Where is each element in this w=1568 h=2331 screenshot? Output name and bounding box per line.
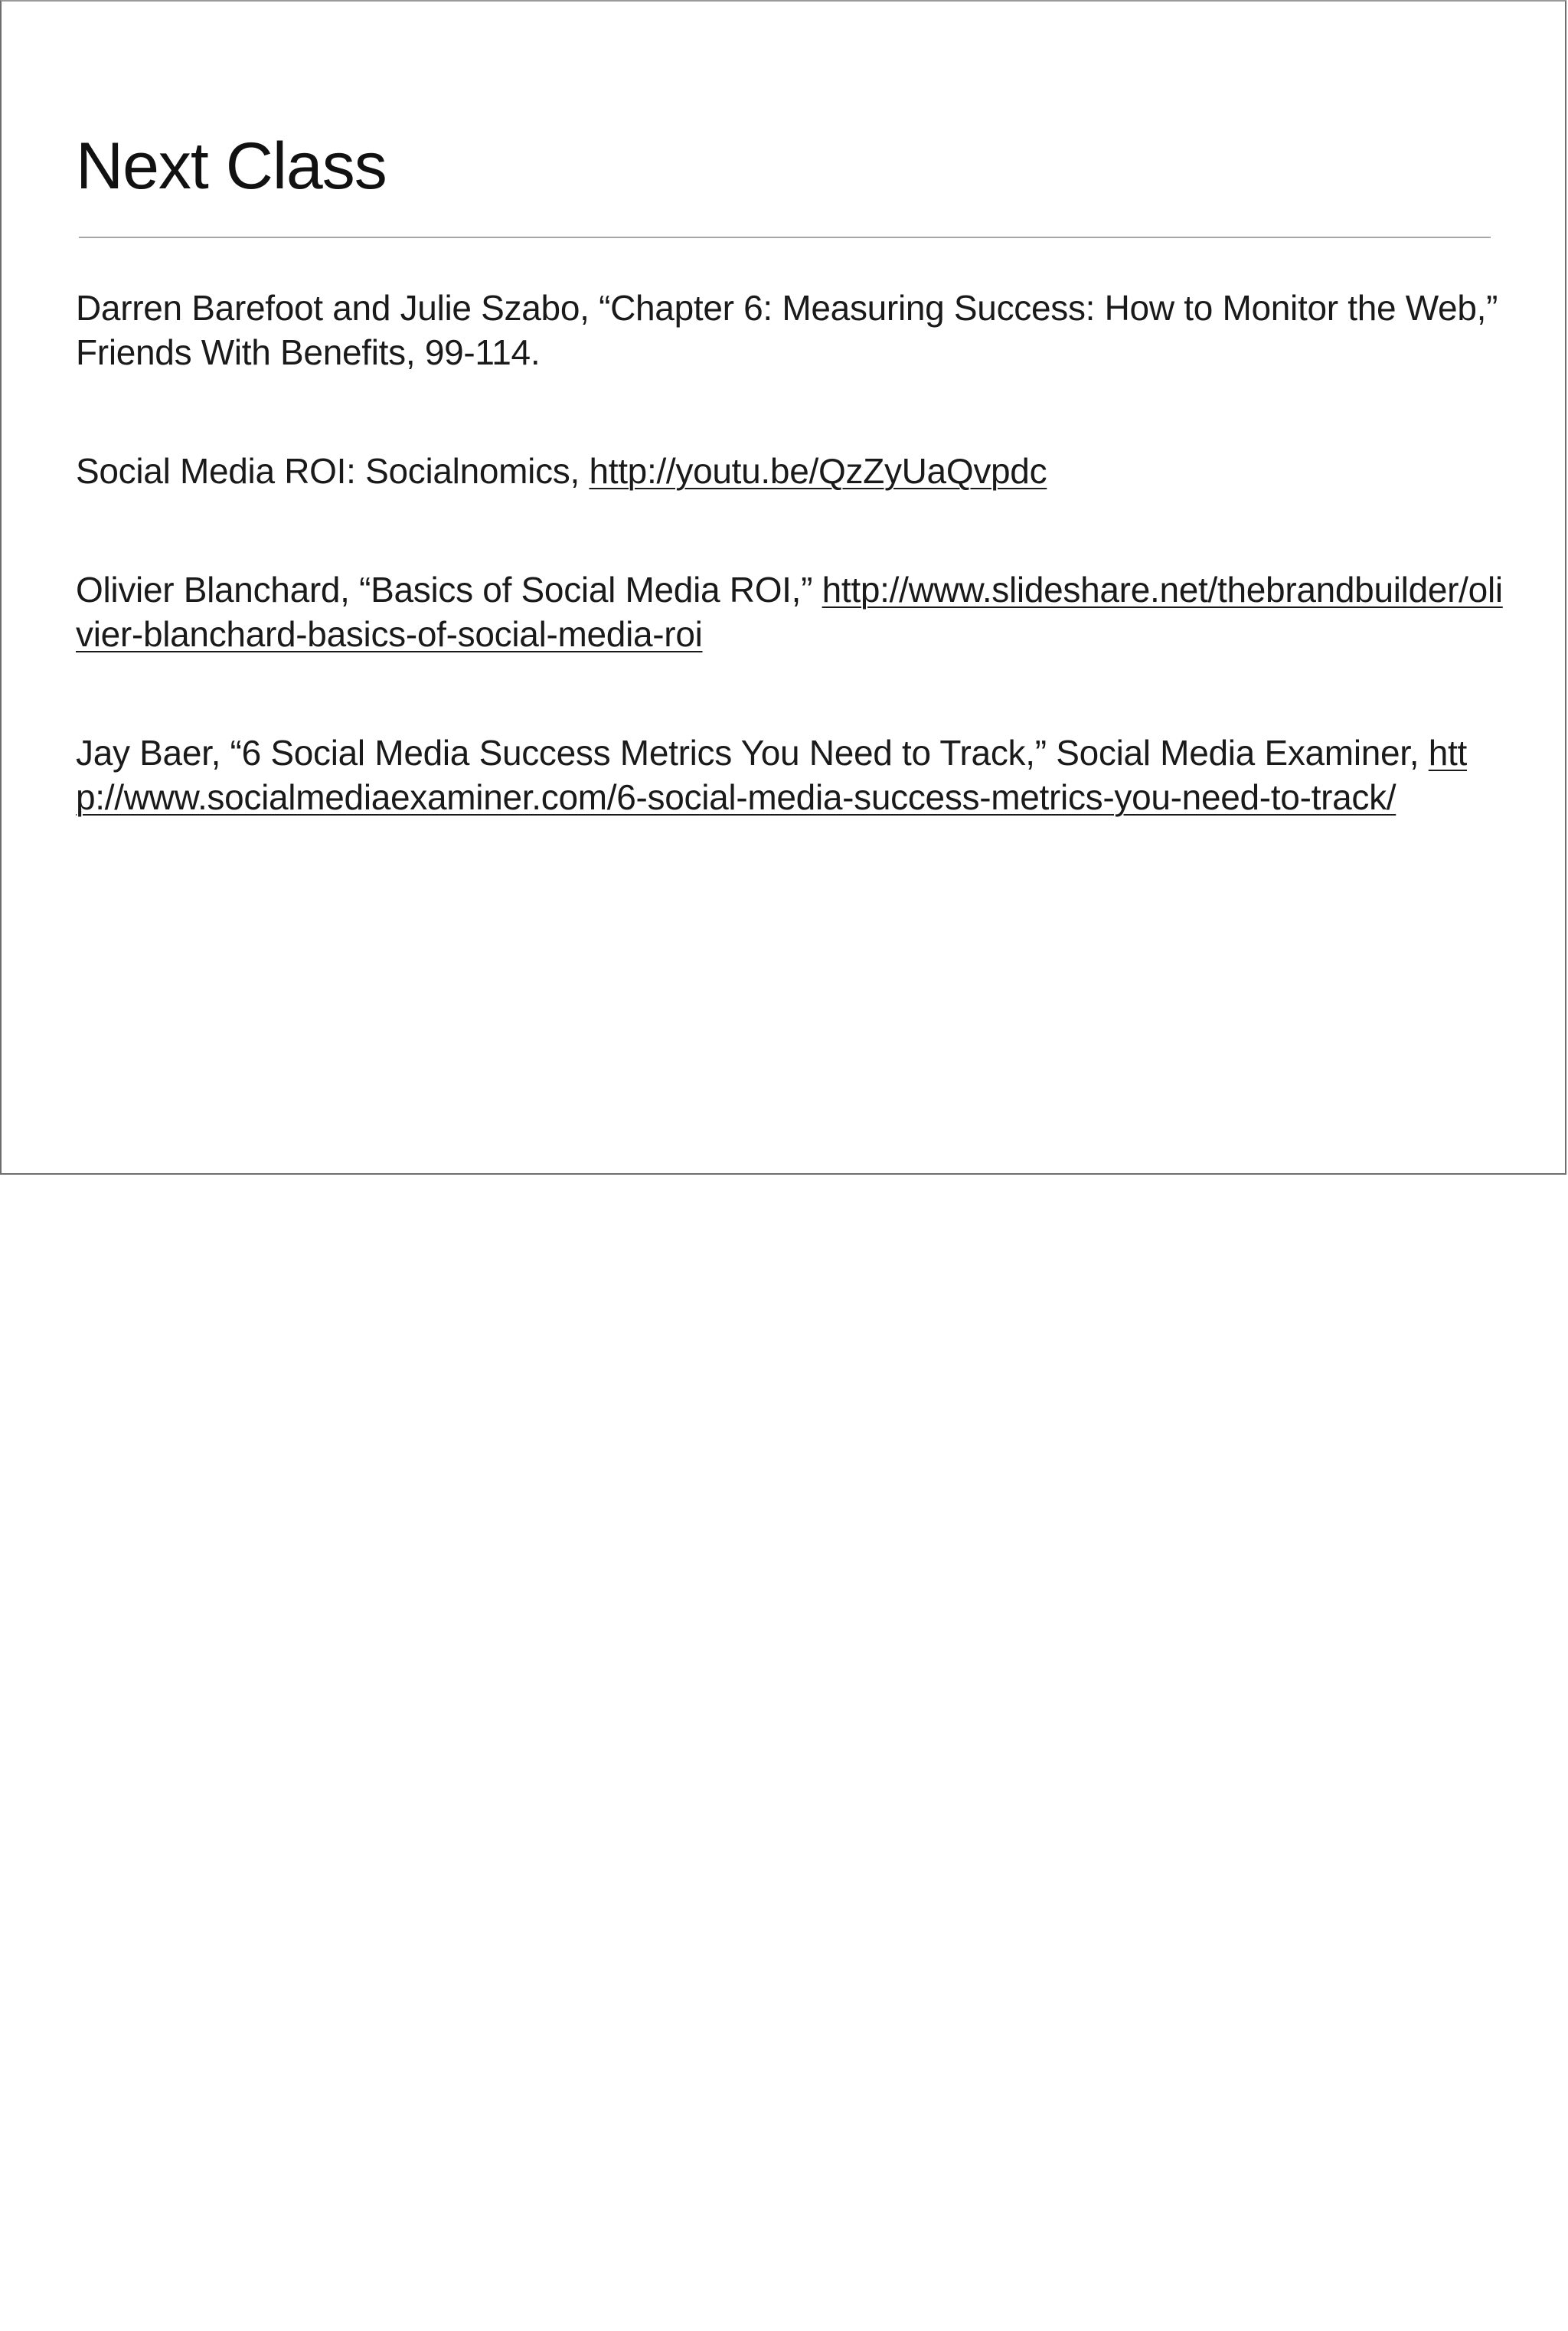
reading-link[interactable]: http://www.slideshare.net/thebrandbuilder/olivier-blanchard-basics-of-social-media-roi <box>76 570 1503 654</box>
reading-citation: Jay Baer, “6 Social Media Success Metrics You Need to Track,” Social Media Examiner, <box>76 733 1429 773</box>
reading-citation: Olivier Blanchard, “Basics of Social Media ROI,” <box>76 570 822 610</box>
reading-citation: Darren Barefoot and Julie Szabo, “Chapter 6: Measuring Success: How to Monitor the Web,” Friends With Benefits, 99-114. <box>76 288 1498 372</box>
title-divider <box>79 237 1491 238</box>
reading-item <box>76 286 1508 374</box>
reading-list <box>76 286 1508 894</box>
reading-citation: Social Media ROI: Socialnomics, <box>76 451 590 491</box>
reading-item <box>76 449 1508 493</box>
reading-link[interactable]: http://www.socialmediaexaminer.com/6-social-media-success-metrics-you-need-to-track/ <box>76 733 1467 817</box>
slide-title: Next Class <box>76 129 387 203</box>
reading-item <box>76 731 1508 819</box>
reading-item <box>76 567 1508 656</box>
reading-link[interactable]: http://youtu.be/QzZyUaQvpdc <box>589 451 1047 491</box>
